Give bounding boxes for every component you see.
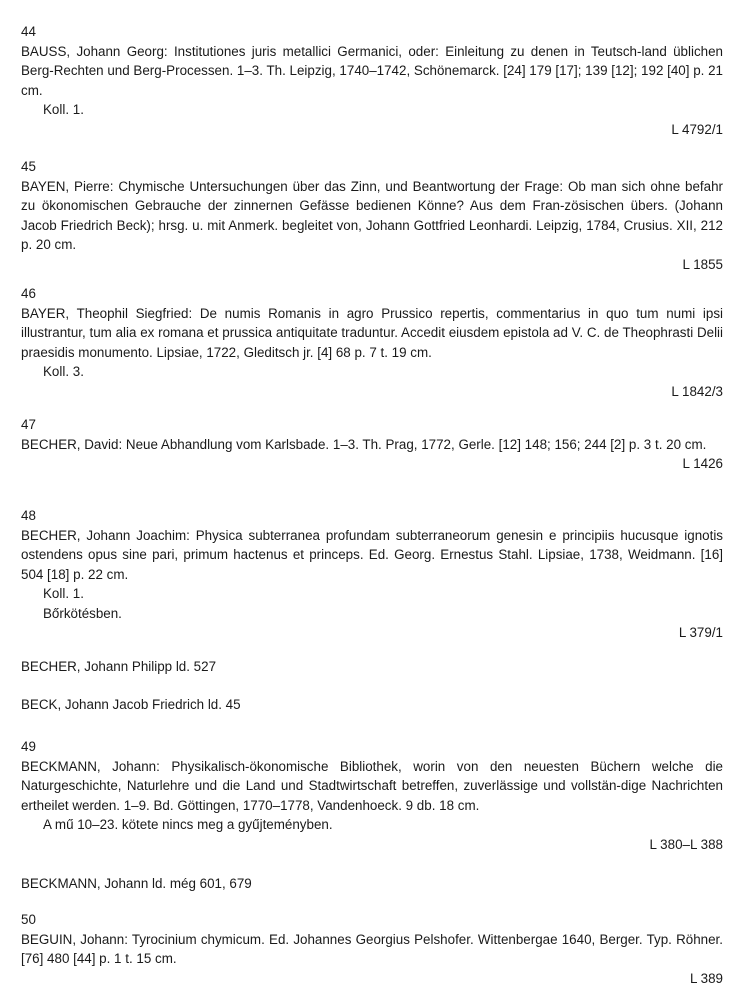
entry-number: 46 (21, 286, 36, 301)
entry-shelfmark: L 4792/1 (671, 121, 723, 137)
entry-number: 48 (21, 508, 36, 523)
entry-text: BEGUIN, Johann: Tyrocinium chymicum. Ed. Johannes Georgius Pelshofer. Wittenbergae 1640, Berger. Typ. Röhner. [76] 480 [44] p. 1 t. 15 cm. (21, 931, 723, 966)
catalog-entry-46 (21, 284, 723, 401)
entry-text: BAUSS, Johann Georg: Institutiones juris metallici Germanici, oder: Einleitung zu denen in Teutsch-land üblichen Berg-Rechten und Berg-Processen. 1–3. Th. Leipzig, 1740–1742, Schönemarck. [24] 179 [17]; 139 [12]; 192 [40] p. 21 cm. (21, 43, 723, 98)
entry-text: BAYER, Theophil Siegfried: De numis Romanis in agro Prussico repertis, commentarius in quo tum numi ipsi illustrantur, tum alia ex romana et prussica antiquitate traduntur. Accedit eiusdem epistola ad V. C. de Theophrasti Delii praesidis monumento. Lipsiae, 1722, Gleditsch jr. [4] 68 p. 7 t. 19 cm. (21, 305, 723, 360)
entry-text: BAYEN, Pierre: Chymische Untersuchungen über das Zinn, und Beantwortung der Frage: Ob man sich ohne befahr zu ökonomischen Gebrauche der zinnernen Gefässe bedienen Könne? Aus dem Fran-zösischen übers. (Johann Jacob Friedrich Beck); hrsg. u. mit Anmerk. begleitet von, Johann Gottfried Leonhardi. Leipzig, 1784, Crusius. XII, 212 p. 20 cm. (21, 178, 723, 252)
entry-shelfmark: L 1426 (682, 456, 723, 471)
entry-note: Koll. 3. (43, 364, 84, 379)
catalog-entry-44 (21, 22, 723, 139)
entry-note: Koll. 1. (43, 102, 84, 117)
entry-number: 49 (21, 739, 36, 754)
entry-text: BECKMANN, Johann: Physikalisch-ökonomische Bibliothek, worin von den neuesten Büchern welche die Naturgeschichte, Naturlehre und die Land und Stadtwirtschaft betreffen, zuverlässige und vollstän-dige Nachrichten ertheilet werden. 1–9. Bd. Göttingen, 1770–1778, Vandenhoeck. 9 db. 18 cm. (21, 758, 723, 813)
entry-shelfmark: L 1842/3 (671, 383, 723, 399)
catalog-entry-47 (21, 415, 723, 474)
entry-shelfmark: L 380–L 388 (649, 836, 723, 852)
entry-note: A mű 10–23. kötete nincs meg a gyűjteményben. (43, 817, 333, 832)
entry-number: 50 (21, 912, 36, 927)
entry-number: 45 (21, 159, 36, 174)
cross-reference: BECHER, Johann Philipp ld. 527 (21, 659, 217, 674)
catalog-entry-50 (21, 910, 723, 988)
catalog-entry-45 (21, 157, 723, 274)
entry-number: 47 (21, 417, 36, 432)
entry-shelfmark: L 389 (689, 970, 723, 986)
entry-text: BECHER, David: Neue Abhandlung vom Karlsbade. 1–3. Th. Prag, 1772, Gerle. [12] 148; 156; 244 [2] p. 3 t. 20 cm. (21, 436, 707, 452)
cross-reference: BECK, Johann Jacob Friedrich ld. 45 (21, 697, 241, 712)
catalog-entry-48 (21, 506, 723, 643)
entry-note: Bőrkötésben. (43, 605, 122, 621)
entry-shelfmark: L 379/1 (678, 625, 723, 640)
entry-shelfmark: L 1855 (682, 256, 723, 272)
entry-note: Koll. 1. (43, 586, 84, 601)
catalog-entry-49 (21, 737, 723, 854)
cross-reference: BECKMANN, Johann ld. még 601, 679 (21, 876, 252, 891)
entry-number: 44 (21, 24, 36, 39)
entry-text: BECHER, Johann Joachim: Physica subterranea profundam subterraneorum genesin e principiis hucusque ignotis ostendens opus sine pari, primum hactenus et princeps. Ed. Georg. Ernestus Stahl. Lipsiae, 1738, Weidmann. [16] 504 [18] p. 22 cm. (21, 527, 723, 582)
